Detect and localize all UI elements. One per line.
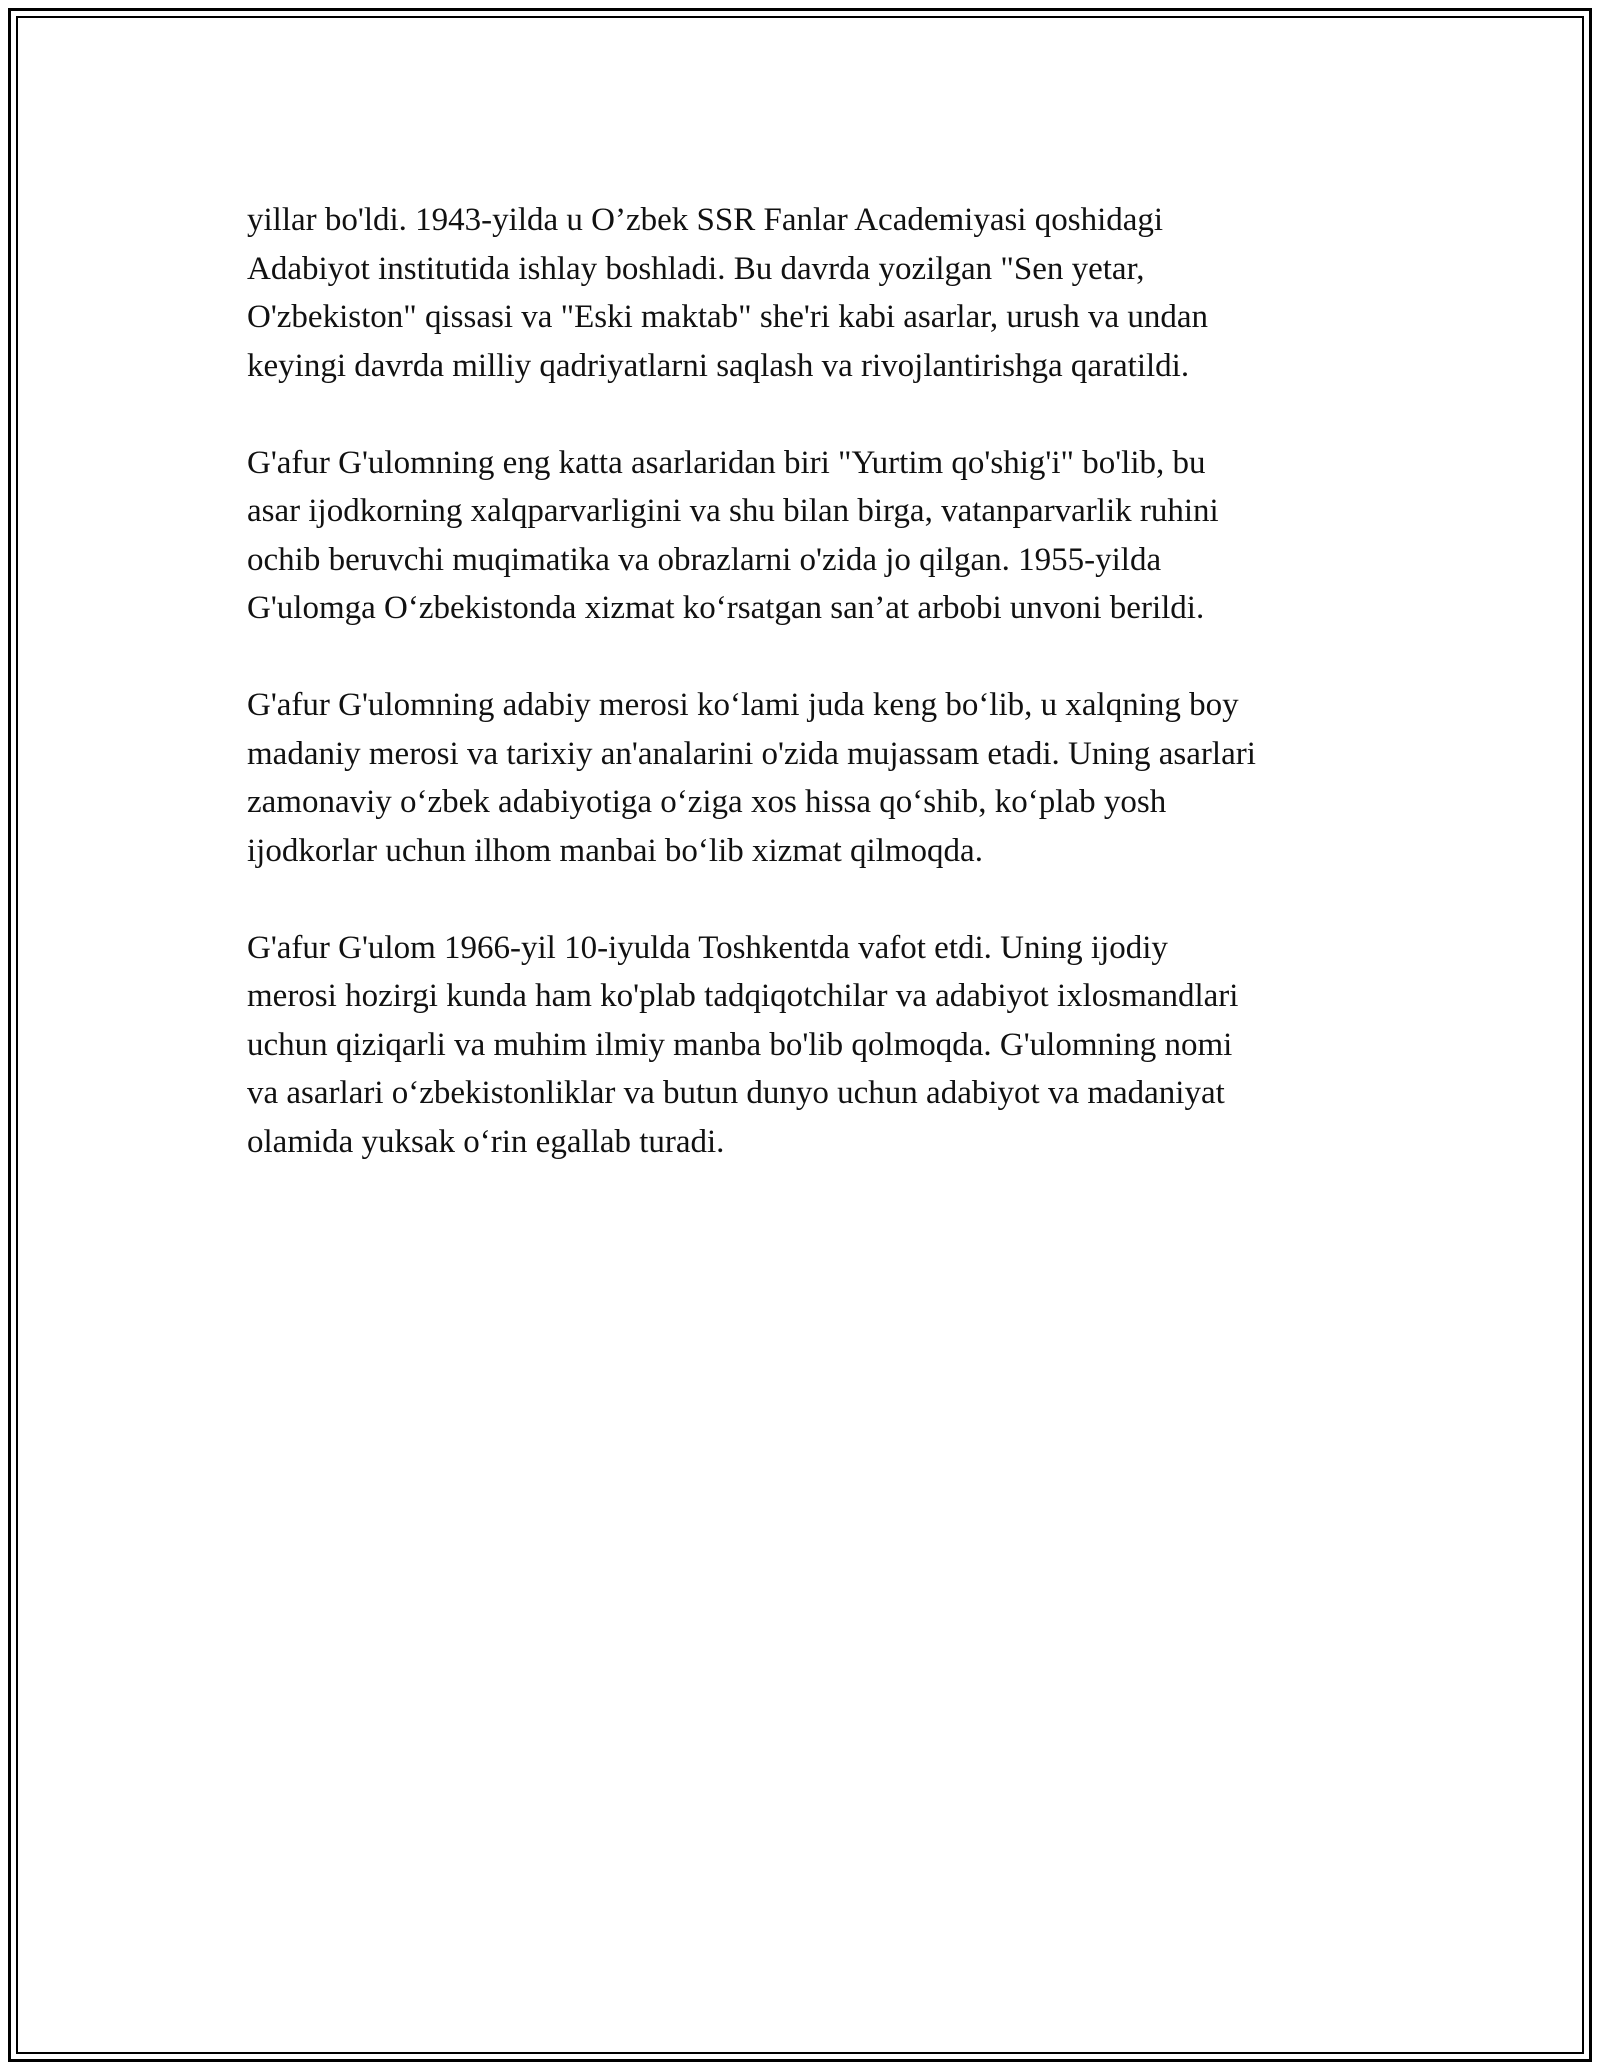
paragraph-line: ijodkorlar uchun ilhom manbai bo‘lib xizmat qilmoqda. [247, 832, 983, 869]
paragraph-3 [247, 681, 1427, 875]
paragraph-1 [247, 196, 1427, 390]
paragraph-line: G'afur G'ulom 1966-yil 10-iyulda Toshkentda vafot etdi. Uning ijodiy [247, 929, 1168, 966]
paragraph-line: keyingi davrda milliy qadriyatlarni saqlash va rivojlantirishga qaratildi. [247, 347, 1190, 384]
paragraph-line: G'afur G'ulomning adabiy merosi ko‘lami juda keng bo‘lib, u xalqning boy [247, 687, 1239, 723]
paragraph-line: olamida yuksak o‘rin egallab turadi. [247, 1123, 725, 1160]
paragraph-line: G'afur G'ulomning eng katta asarlaridan biri "Yurtim qo'shig'i" bo'lib, bu [247, 444, 1206, 481]
page-frame [8, 8, 1592, 2062]
document-body [247, 196, 1427, 1215]
paragraph-line: Adabiyot institutida ishlay boshladi. Bu davrda yozilgan "Sen yetar, [247, 250, 1145, 287]
paragraph-line: zamonaviy o‘zbek adabiyotiga o‘ziga xos hissa qo‘shib, ko‘plab yosh [247, 784, 1167, 820]
paragraph-line: O'zbekiston" qissasi va "Eski maktab" she'ri kabi asarlar, urush va undan [247, 299, 1209, 335]
paragraph-line: ochib beruvchi muqimatika va obrazlarni o'zida jo qilgan. 1955-yilda [247, 541, 1162, 578]
paragraph-line: merosi hozirgi kunda ham ko'plab tadqiqotchilar va adabiyot ixlosmandlari [247, 978, 1239, 1014]
paragraph-4 [247, 924, 1427, 1167]
paragraph-2 [247, 439, 1427, 633]
paragraph-line: va asarlari o‘zbekistonliklar va butun dunyo uchun adabiyot va madaniyat [247, 1075, 1225, 1111]
paragraph-line: asar ijodkorning xalqparvarligini va shu bilan birga, vatanparvarlik ruhini [247, 493, 1219, 529]
paragraph-line: madaniy merosi va tarixiy an'analarini o'zida mujassam etadi. Uning asarlari [247, 735, 1256, 772]
paragraph-line: uchun qiziqarli va muhim ilmiy manba bo'lib qolmoqda. G'ulomning nomi [247, 1026, 1233, 1063]
paragraph-line: G'ulomga O‘zbekistonda xizmat ko‘rsatgan san’at arbobi unvoni berildi. [247, 590, 1205, 626]
paragraph-line: yillar bo'ldi. 1943-yilda u O’zbek SSR Fanlar Academiyasi qoshidagi [247, 202, 1164, 238]
